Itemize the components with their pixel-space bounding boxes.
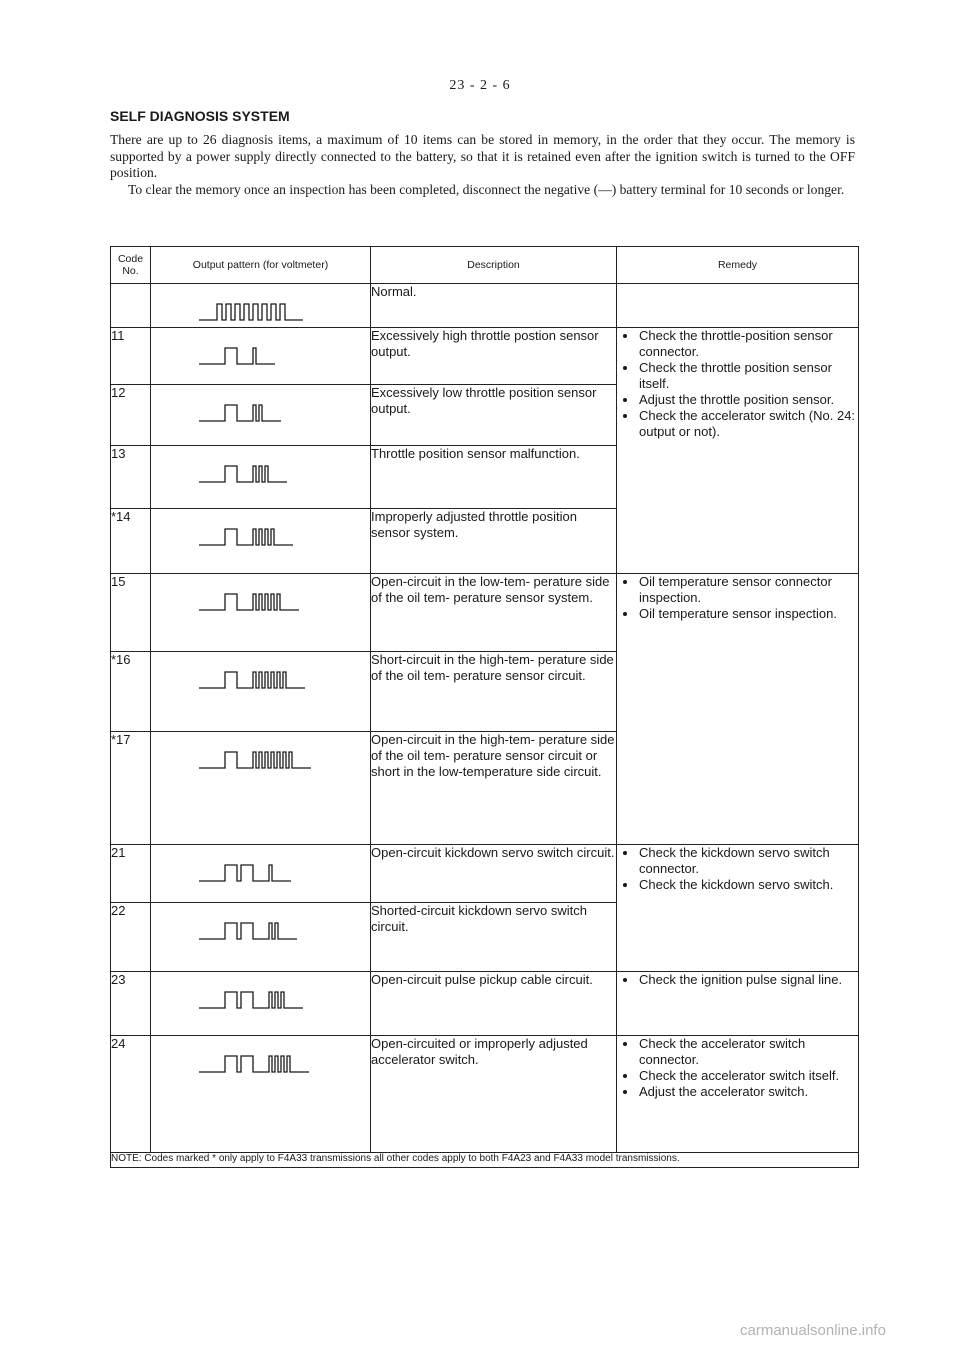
pattern-cell <box>151 972 371 1036</box>
output-pattern-waveform <box>151 446 370 508</box>
remedy-item: Oil temperature sensor connector inspection. <box>617 574 858 606</box>
page-number: 23 - 2 - 6 <box>449 78 511 93</box>
code-cell: 21 <box>111 845 151 903</box>
remedy-item: Check the ignition pulse signal line. <box>617 972 858 988</box>
remedy-cell <box>617 284 859 328</box>
remedy-item: Check the throttle position sensor itself. <box>617 360 858 392</box>
code-cell: *16 <box>111 652 151 732</box>
section-title: SELF DIAGNOSIS SYSTEM <box>110 108 290 124</box>
output-pattern-waveform <box>151 972 370 1035</box>
pattern-cell <box>151 652 371 732</box>
output-pattern-waveform <box>151 732 370 844</box>
remedy-item: Check the accelerator switch itself. <box>617 1068 858 1084</box>
remedy-item: Adjust the accelerator switch. <box>617 1084 858 1100</box>
code-cell: 15 <box>111 574 151 652</box>
code-cell: 11 <box>111 328 151 385</box>
output-pattern-waveform <box>151 574 370 651</box>
waveform-trace <box>199 466 287 482</box>
header-pattern: Output pattern (for voltmeter) <box>151 247 371 284</box>
description-cell: Open-circuit pulse pickup cable circuit. <box>371 972 617 1036</box>
table-row <box>111 328 859 385</box>
pattern-cell <box>151 903 371 972</box>
remedy-item: Check the accelerator switch (No. 24: output or not). <box>617 408 858 440</box>
output-pattern-waveform <box>151 385 370 445</box>
pattern-cell <box>151 1036 371 1153</box>
output-pattern-waveform <box>151 509 370 573</box>
table-row <box>111 972 859 1036</box>
remedy-cell <box>617 845 859 972</box>
header-remedy: Remedy <box>617 247 859 284</box>
description-cell: Short-circuit in the high-tem- perature side of the oil tem- perature sensor circuit. <box>371 652 617 732</box>
waveform-trace <box>199 304 303 320</box>
table-row <box>111 284 859 328</box>
remedy-cell <box>617 1036 859 1153</box>
code-cell: 23 <box>111 972 151 1036</box>
remedy-item: Check the kickdown servo switch connector. <box>617 845 858 877</box>
intro-text <box>110 132 855 198</box>
pattern-cell <box>151 574 371 652</box>
code-cell: 24 <box>111 1036 151 1153</box>
output-pattern-waveform <box>151 903 370 971</box>
remedy-list <box>617 328 858 440</box>
remedy-cell <box>617 328 859 574</box>
description-cell: Throttle position sensor malfunction. <box>371 446 617 509</box>
output-pattern-waveform <box>151 284 370 327</box>
output-pattern-waveform <box>151 328 370 384</box>
remedy-item: Check the accelerator switch connector. <box>617 1036 858 1068</box>
remedy-cell <box>617 972 859 1036</box>
output-pattern-waveform <box>151 845 370 902</box>
remedy-item: Check the throttle-position sensor connector. <box>617 328 858 360</box>
description-cell: Improperly adjusted throttle position sensor system. <box>371 509 617 574</box>
pattern-cell <box>151 284 371 328</box>
pattern-cell <box>151 732 371 845</box>
remedy-item: Check the kickdown servo switch. <box>617 877 858 893</box>
remedy-list <box>617 845 858 893</box>
remedy-item: Adjust the throttle position sensor. <box>617 392 858 408</box>
pattern-cell <box>151 845 371 903</box>
code-cell: 12 <box>111 385 151 446</box>
watermark: carmanualsonline.info <box>740 1322 886 1339</box>
remedy-list <box>617 574 858 622</box>
code-cell: *14 <box>111 509 151 574</box>
waveform-trace <box>199 923 297 939</box>
waveform-trace <box>199 348 275 364</box>
output-pattern-waveform <box>151 652 370 731</box>
description-cell: Normal. <box>371 284 617 328</box>
code-cell: 22 <box>111 903 151 972</box>
table-row <box>111 1036 859 1153</box>
remedy-list <box>617 1036 858 1100</box>
remedy-item: Oil temperature sensor inspection. <box>617 606 858 622</box>
remedy-cell <box>617 574 859 845</box>
intro-paragraph-2: To clear the memory once an inspection has been completed, disconnect the negative (—) battery terminal for 10 seconds or longer. <box>128 181 845 197</box>
waveform-trace <box>199 752 311 768</box>
waveform-trace <box>199 529 293 545</box>
diagnosis-table <box>110 246 859 1168</box>
output-pattern-waveform <box>151 1036 370 1152</box>
pattern-cell <box>151 328 371 385</box>
code-cell <box>111 284 151 328</box>
code-cell: 13 <box>111 446 151 509</box>
pattern-cell <box>151 446 371 509</box>
table-note: NOTE: Codes marked * only apply to F4A33 transmissions all other codes apply to both F4A23 and F4A33 model transmissions. <box>111 1153 859 1168</box>
description-cell: Open-circuit in the high-tem- perature side of the oil tem- perature sensor circuit or short in the low-temperature side circuit. <box>371 732 617 845</box>
waveform-trace <box>199 1056 309 1072</box>
waveform-trace <box>199 672 305 688</box>
waveform-trace <box>199 865 291 881</box>
table-header-row <box>111 247 859 284</box>
description-cell: Open-circuit in the low-tem- perature side of the oil tem- perature sensor system. <box>371 574 617 652</box>
header-description: Description <box>371 247 617 284</box>
table-row <box>111 574 859 652</box>
waveform-trace <box>199 594 299 610</box>
code-cell: *17 <box>111 732 151 845</box>
pattern-cell <box>151 385 371 446</box>
waveform-trace <box>199 992 303 1008</box>
intro-paragraph-1: There are up to 26 diagnosis items, a maximum of 10 items can be stored in memory, in the order that they occur. The memory is supported by a power supply directly connected to the battery, so that it is retained even after the ignition switch is turned to the OFF position. <box>110 132 855 180</box>
waveform-trace <box>199 405 281 421</box>
description-cell: Excessively low throttle position sensor output. <box>371 385 617 446</box>
table-row <box>111 845 859 903</box>
description-cell: Excessively high throttle postion sensor output. <box>371 328 617 385</box>
table-note-row <box>111 1153 859 1168</box>
description-cell: Shorted-circuit kickdown servo switch circuit. <box>371 903 617 972</box>
remedy-list <box>617 972 858 988</box>
description-cell: Open-circuit kickdown servo switch circuit. <box>371 845 617 903</box>
description-cell: Open-circuited or improperly adjusted accelerator switch. <box>371 1036 617 1153</box>
header-code: Code No. <box>111 247 151 284</box>
pattern-cell <box>151 509 371 574</box>
